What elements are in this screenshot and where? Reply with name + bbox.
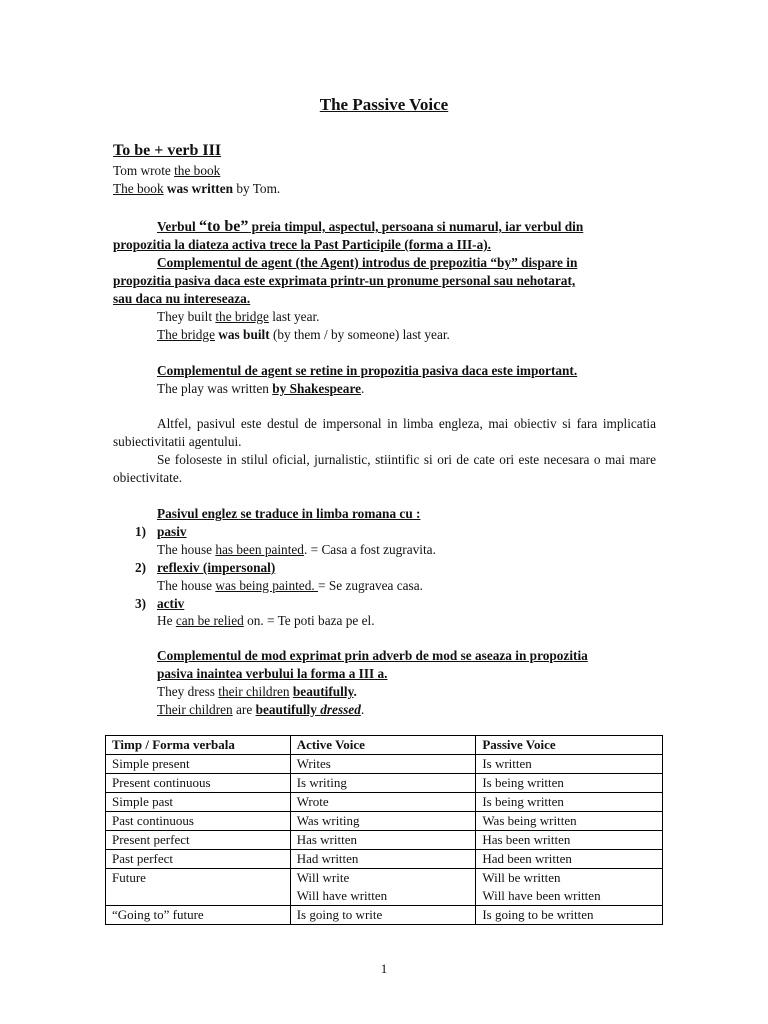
table-row: [106, 774, 663, 793]
rule-agent-line3: sau daca nu intereseaza.: [113, 291, 251, 306]
example-bridge-active: [157, 308, 320, 326]
rule-manner-line2: pasiva inaintea verbului la forma a III a.: [157, 666, 388, 681]
rule-to-be-term: “to be”: [199, 218, 249, 235]
cell-line: Will write: [296, 870, 350, 885]
example-subject: The bridge: [157, 327, 215, 342]
rule-text: Verbul: [157, 219, 199, 234]
rule-text: preia timpul, aspectul, persoana si numarul, iar verbul din: [248, 219, 584, 234]
example-verb: was written: [166, 181, 234, 196]
example-text: = Se zugravea casa.: [318, 578, 423, 593]
example-object: the book: [174, 163, 221, 178]
table-cell: [476, 869, 663, 906]
table-cell: Has written: [290, 831, 476, 850]
table-row: [106, 869, 663, 906]
example-subject: Their children: [157, 702, 233, 717]
example-object: their children: [218, 684, 290, 699]
example-text: on. = Te poti baza pe el.: [243, 613, 375, 628]
example-verb: was being painted.: [215, 578, 318, 593]
column-header: Active Voice: [290, 736, 476, 755]
table-cell: [106, 869, 291, 906]
table-cell: Is being written: [476, 774, 663, 793]
example-text: .: [361, 381, 365, 396]
example-text: They dress: [157, 684, 219, 699]
table-cell: Has been written: [476, 831, 663, 850]
example-text: They built: [157, 309, 216, 324]
page-number: 1: [380, 961, 388, 976]
example-dress-passive: [157, 701, 364, 719]
list-number: 1): [135, 524, 147, 539]
example-adverb: beautifully: [255, 702, 317, 717]
example-text: The house: [157, 542, 216, 557]
example-text: (by them / by someone) last year.: [269, 327, 450, 342]
translation-example-reflexive: [157, 577, 423, 595]
example-dress-active: [157, 683, 357, 701]
cell-line: Will be written: [482, 870, 561, 885]
table-cell: Simple past: [106, 793, 291, 812]
example-text: He: [157, 613, 176, 628]
formula-heading: To be + verb III: [113, 142, 222, 159]
example-text: last year.: [268, 309, 320, 324]
cell-line: Will have been written: [482, 888, 601, 903]
table-cell: Present continuous: [106, 774, 291, 793]
rule-agent-retained: Complementul de agent se retine in propozitia pasiva daca este important.: [157, 363, 578, 378]
example-verb: was built: [218, 327, 270, 342]
page-title: The Passive Voice: [319, 95, 449, 114]
rule-to-be-line1: [157, 218, 583, 236]
table-cell: Is writing: [290, 774, 476, 793]
table-row: [106, 831, 663, 850]
cell-line: Future: [112, 870, 146, 885]
column-header: Timp / Forma verbala: [106, 736, 291, 755]
table-cell: Had been written: [476, 850, 663, 869]
table-cell: Past perfect: [106, 850, 291, 869]
table-cell: Simple present: [106, 755, 291, 774]
table-cell: Was writing: [290, 812, 476, 831]
translation-heading: Pasivul englez se traduce in limba romana cu :: [157, 506, 421, 521]
translation-label-reflexive: reflexiv (impersonal): [157, 560, 276, 575]
table-cell: Is going to write: [290, 906, 476, 925]
rule-manner-line1: Complementul de mod exprimat prin adverb de mod se aseaza in propozitia: [157, 648, 588, 663]
example-passive-sentence: [113, 180, 280, 198]
example-text: .: [360, 702, 365, 717]
translation-label-passive: pasiv: [157, 524, 187, 539]
example-subject: The book: [113, 181, 164, 196]
example-text: Tom wrote: [113, 163, 175, 178]
table-cell: Is going to be written: [476, 906, 663, 925]
table-row: [106, 755, 663, 774]
example-verb: dressed: [320, 702, 361, 717]
table-cell: [290, 869, 476, 906]
example-adverb: beautifully: [292, 684, 354, 699]
example-text: The play was written: [157, 381, 273, 396]
translation-label-active: activ: [157, 596, 185, 611]
table-header-row: [106, 736, 663, 755]
table-row: [106, 906, 663, 925]
table-cell: “Going to” future: [106, 906, 291, 925]
paragraph-usage: Se foloseste in stilul oficial, jurnalistic, stiintific si ori de cate ori este necesara o mai mare obiectivitate.: [113, 452, 656, 485]
list-number: 3): [135, 596, 147, 611]
table-cell: Present perfect: [106, 831, 291, 850]
rule-to-be-line2: propozitia la diateza activa trece la Past Participile (forma a III-a).: [113, 237, 492, 252]
example-verb: can be relied: [175, 613, 244, 628]
table-cell: Wrote: [290, 793, 476, 812]
table-row: [106, 812, 663, 831]
example-object: the bridge: [215, 309, 269, 324]
table-cell: Had written: [290, 850, 476, 869]
example-text: by Tom.: [233, 181, 281, 196]
list-number: 2): [135, 560, 147, 575]
voice-table: [105, 735, 663, 925]
example-agent: by Shakespeare: [272, 381, 362, 396]
translation-example-passive: [157, 541, 436, 559]
example-active-sentence: [113, 162, 220, 180]
paragraph-impersonal: Altfel, pasivul este destul de impersonal in limba engleza, mai obiectiv si fara implicatia subiectivitatii agentului.: [113, 416, 656, 449]
rule-agent-line1: Complementul de agent (the Agent) introdus de prepozitia “by” dispare in: [157, 255, 578, 270]
example-bridge-passive: [157, 326, 450, 344]
table-cell: Is being written: [476, 793, 663, 812]
table-cell: Writes: [290, 755, 476, 774]
table-cell: Was being written: [476, 812, 663, 831]
example-text: . = Casa a fost zugravita.: [303, 542, 436, 557]
example-verb: has been painted: [215, 542, 304, 557]
table-row: [106, 793, 663, 812]
example-text: are: [232, 702, 256, 717]
example-text: .: [353, 684, 357, 699]
table-cell: Past continuous: [106, 812, 291, 831]
table-cell: Is written: [476, 755, 663, 774]
cell-line: Will have written: [296, 888, 388, 903]
example-text: The house: [157, 578, 216, 593]
example-shakespeare: [157, 380, 364, 398]
rule-agent-line2: propozitia pasiva daca este exprimata printr-un pronume personal sau nehotarat,: [113, 273, 576, 288]
translation-example-active: [157, 612, 375, 630]
column-header: Passive Voice: [476, 736, 663, 755]
table-row: [106, 850, 663, 869]
